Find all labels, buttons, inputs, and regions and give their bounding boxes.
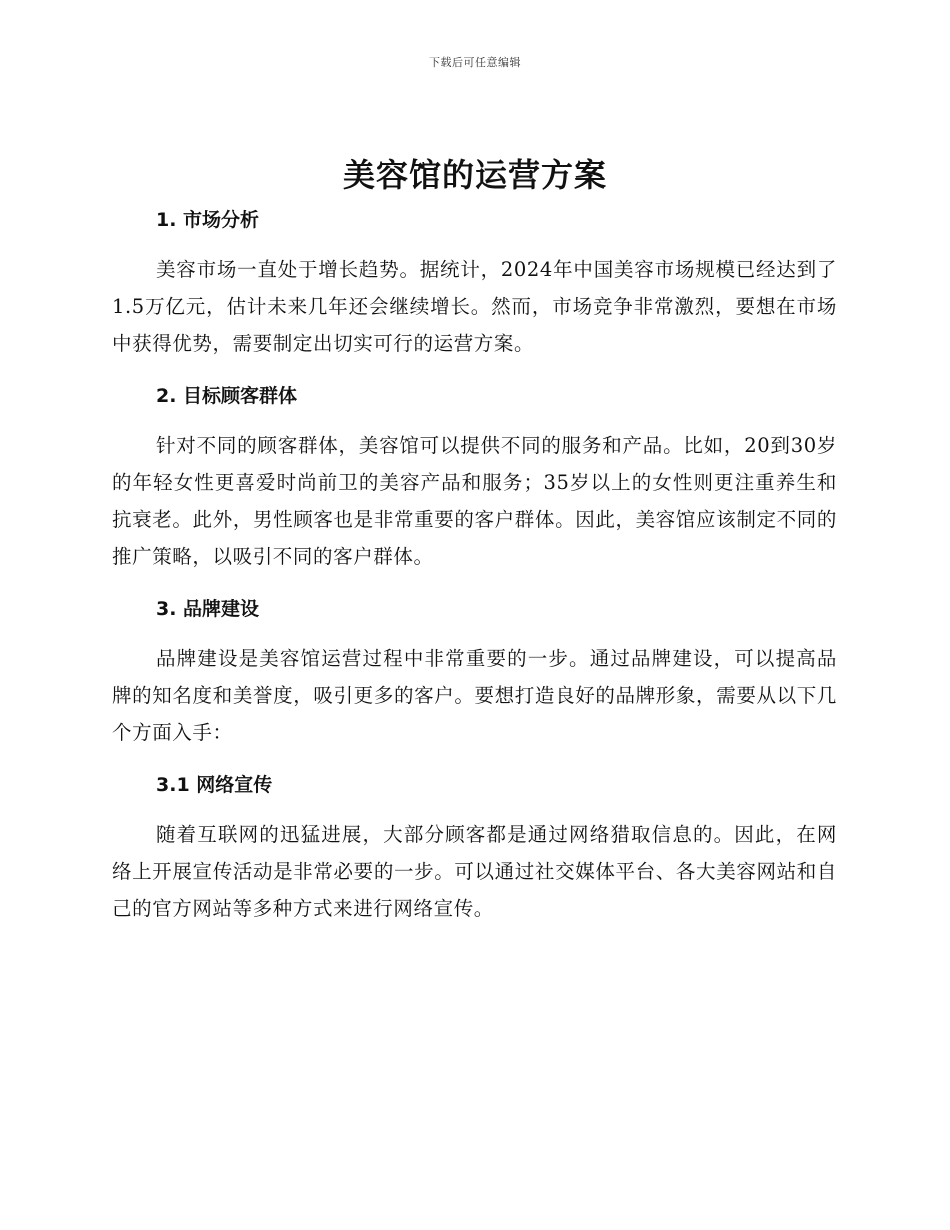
- page-header: 下载后可任意编辑: [429, 56, 521, 69]
- section-heading: 3.1 网络宣传: [156, 774, 273, 796]
- section-market-analysis: [112, 204, 837, 362]
- section-paragraph: 针对不同的顾客群体，美容馆可以提供不同的服务和产品。比如，20到30岁的年轻女性更喜爱时尚前卫的美容产品和服务；35岁以上的女性则更注重养生和抗衰老。此外，男性顾客也是非常重要的客户群体。因此，美容馆应该制定不同的推广策略，以吸引不同的客户群体。: [112, 434, 837, 568]
- section-heading: 3. 品牌建设: [156, 598, 260, 620]
- document-body: [112, 204, 837, 945]
- section-paragraph: 美容市场一直处于增长趋势。据统计，2024年中国美容市场规模已经达到了1.5万亿元，估计未来几年还会继续增长。然而，市场竞争非常激烈，要想在市场中获得优势，需要制定出切实可行的运营方案。: [112, 258, 837, 355]
- section-paragraph: 随着互联网的迅猛进展，大部分顾客都是通过网络猎取信息的。因此，在网络上开展宣传活动是非常必要的一步。可以通过社交媒体平台、各大美容网站和自己的官方网站等多种方式来进行网络宣传。: [112, 823, 837, 920]
- section-online-promotion: [112, 769, 837, 927]
- section-heading: 2. 目标顾客群体: [156, 385, 298, 407]
- section-paragraph: 品牌建设是美容馆运营过程中非常重要的一步。通过品牌建设，可以提高品牌的知名度和美誉度，吸引更多的客户。要想打造良好的品牌形象，需要从以下几个方面入手：: [112, 647, 837, 744]
- section-heading: 1. 市场分析: [156, 209, 260, 231]
- document-title: 美容馆的运营方案: [342, 156, 607, 194]
- section-brand-building: [112, 593, 837, 751]
- section-target-customers: [112, 380, 837, 575]
